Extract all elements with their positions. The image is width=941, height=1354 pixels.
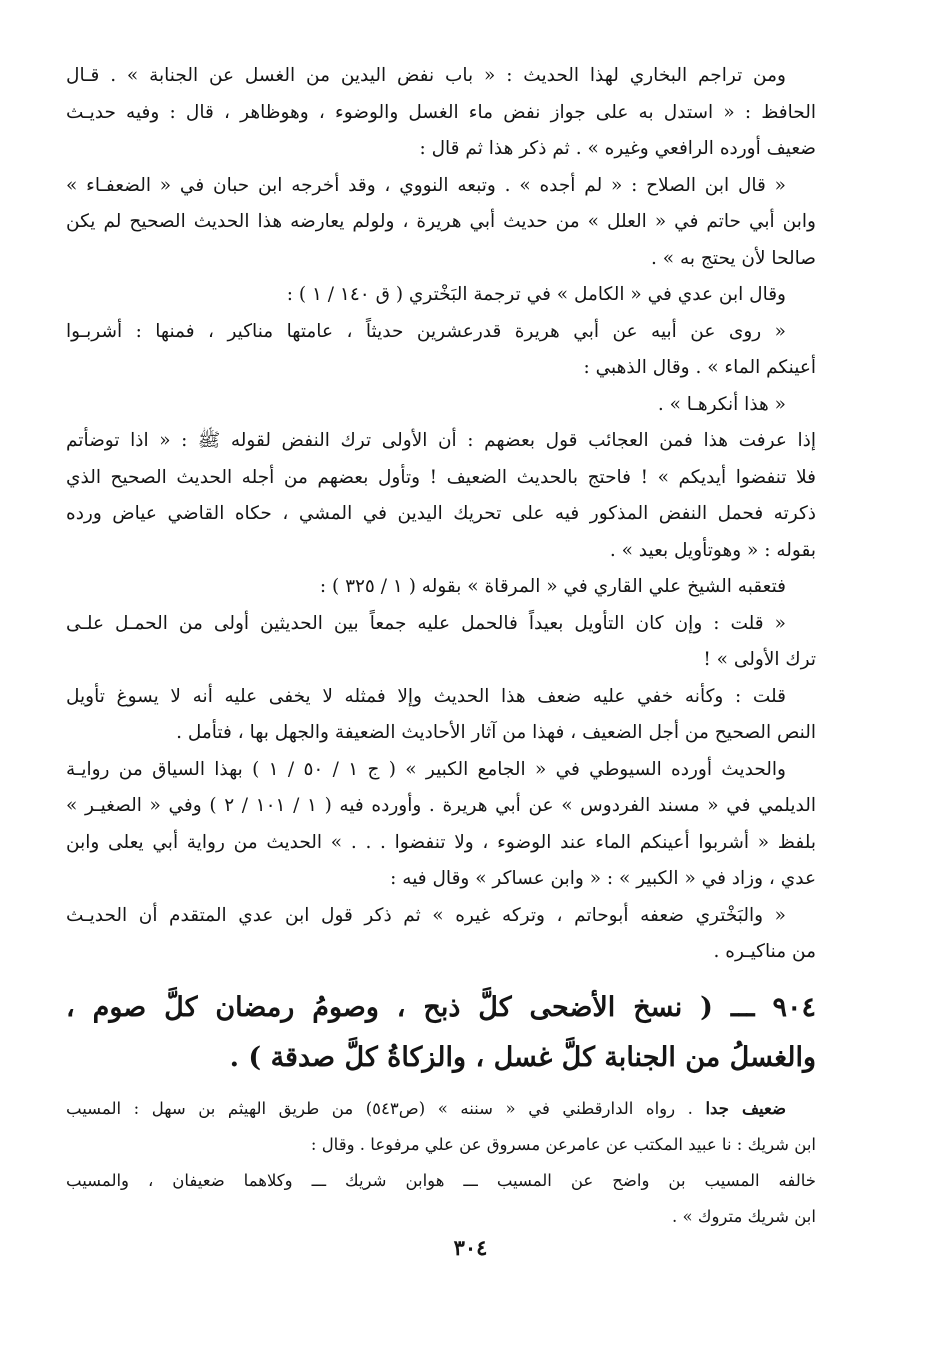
text-line: ترك الأولى » ! — [703, 649, 816, 670]
text-line: ضعيف أورده الرافعي وغيره » . ثم ذكر هذا ثم قال : — [419, 138, 816, 159]
text-line: والحديث أورده السيوطي في « الجامع الكبير » ( ج ١ / ٥٠ / ١ ) بهذا السياق من روايـة — [66, 758, 786, 780]
takhrij-line: ابن شريك : نا عبيد المكتب عن عامرعن مسروق عن علي مرفوعا . وقال : — [310, 1134, 816, 1154]
grading-label: ضعيف جدا — [705, 1098, 786, 1118]
text-line: النص الصحيح من أجل الضعيف ، فهذا من آثار الأحاديث الضعيفة والجهل بها ، فتأمل . — [176, 722, 816, 743]
hadith-line: ٩٠٤ ـــ ( نسخ الأضحى كلَّ ذبح ، وصومُ رمضان كلَّ صوم ، — [66, 991, 816, 1023]
text-line: من مناكيـره . — [713, 941, 816, 962]
text-line: قلت : وكأنه خفي عليه ضعف هذا الحديث وإلا فمثله لا يخفى عليه أنه لا يسوغ تأويل — [66, 685, 786, 707]
text-line: ومن تراجم البخاري لهذا الحديث : « باب نفض اليدين من الغسل عن الجنابة » . قـال — [66, 65, 786, 86]
text-line: بلفظ « أشربوا أعينكم الماء عند الوضوء ، ولا تنفضوا . . . » الحديث من رواية أبي يعلى وابن — [66, 831, 816, 853]
text-line: « قال ابن الصلاح : « لم أجده » . وتبعه النووي ، وقد أخرجه ابن حبان في « الضعفـاء » — [66, 174, 786, 196]
text-line: « والبَخْتري ضعفه أبوحاتم ، وتركه غيره » ثم ذكر قول ابن عدي المتقدم أن الحديـث — [66, 904, 786, 926]
takhrij-first-line — [66, 1091, 816, 1127]
text-line: عدي ، وزاد في « الكبير » : « وابن عساكر » وقال فيه : — [390, 868, 816, 889]
text-line: الديلمي في « مسند الفردوس » عن أبي هريرة . وأورده فيه ( ١ / ١٠١ / ٢ ) وفي « الصغيـر » — [66, 795, 816, 816]
page-body — [66, 58, 816, 1235]
takhrij-section — [66, 1091, 816, 1235]
hadith-line: والغسلُ من الجنابة كلَّ غسل ، والزكاةُ كلَّ صدقة ) . — [229, 1041, 816, 1073]
text-line: الحافظ : « استدل به على جواز نفض ماء الغسل والوضوء ، وهوظاهر ، قال : وفيه حديـث — [66, 101, 816, 123]
text-line: « روى عن أبيه عن أبي هريرة قدرعشرين حديثاً ، عامتها مناكير ، فمنها : أشربـوا — [66, 320, 786, 342]
takhrij-lines — [66, 1127, 816, 1235]
text-line: فتعقبه الشيخ علي القاري في « المرقاة » بقوله ( ١ / ٣٢٥ ) : — [319, 576, 786, 597]
text-line: إذا عرفت هذا فمن العجائب قول بعضهم : أن الأولى ترك النفض لقوله ﷺ : « اذا توضأتم — [66, 430, 816, 451]
page-number: ٣٠٤ — [453, 1235, 488, 1260]
text-line: وقال ابن عدي في « الكامل » في ترجمة البَخْتري ( ق ١٤٠ / ١ ) : — [286, 284, 786, 305]
takhrij-line: ابن شريك متروك » . — [672, 1206, 816, 1226]
text-line: وابن أبي حاتم في « العلل » من حديث أبي هريرة ، ولولم يعارضه هذا الحديث الصحيح لم يكن — [66, 211, 816, 232]
text-line: بقوله : « وهوتأويل بعيد » . — [609, 539, 816, 561]
takhrij-line: خالفه المسيب بن واضح عن المسيب ـــ هوابن شريك ـــ وكلاهما ضعيفان ، والمسيب — [66, 1170, 816, 1190]
takhrij-first-line-text: . رواه الدارقطني في « سننه » (ص٥٤٣) من طريق الهيثم بن سهل : المسيب — [66, 1098, 693, 1118]
commentary-text — [66, 58, 816, 971]
text-line: فلا تنفضوا أيديكم » ! فاحتج بالحديث الضعيف ! وتأول بعضهم من أجله الحديث الصحيح الذي — [66, 466, 816, 488]
text-line: ذكرته فحمل النفض المذكور فيه على تحريك اليدين في المشي ، حكاه القاضي عياض ورده — [66, 503, 816, 524]
text-line: صالحا لأن يحتج به » . — [651, 247, 816, 269]
text-line: أعينكم الماء » . وقال الذهبي : — [583, 357, 816, 378]
hadith-heading — [66, 983, 816, 1083]
text-line: « قلت : وإن كان التأويل بعيداً فالحمل عليه جمعاً بين الحديثين أولى من الحمـل علـى — [66, 612, 786, 634]
text-line: « هذا أنكرهـا » . — [657, 393, 786, 415]
